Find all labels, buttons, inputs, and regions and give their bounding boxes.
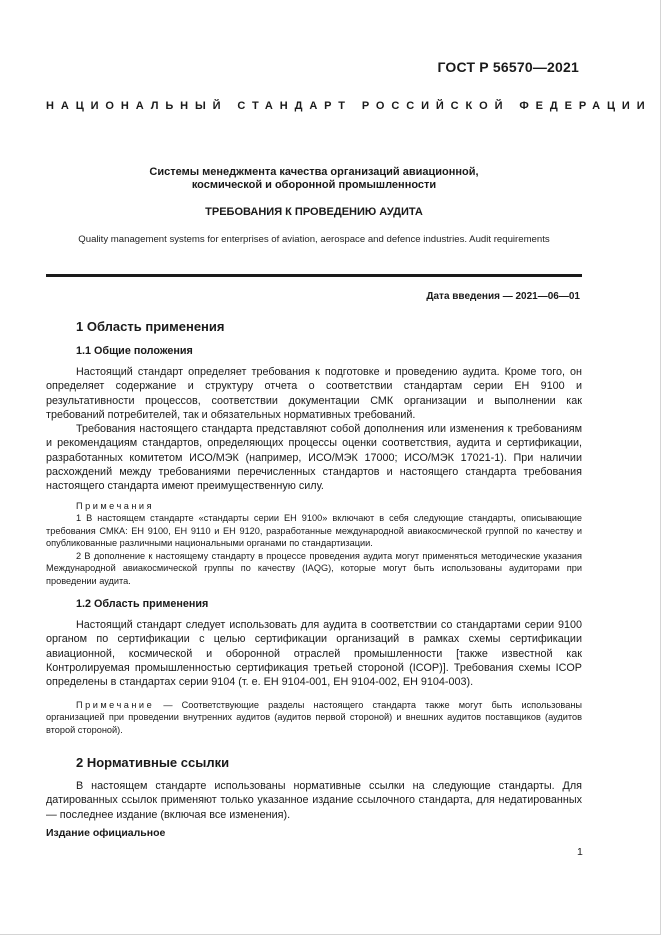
introduction-date: Дата введения — 2021—06—01 xyxy=(426,291,580,302)
paragraph: В настоящем стандарте использованы нормативные ссылки на следующие стандарты. Для датированных ссылок применяют только указанное издание ссылочного стандарта, для недатированных — последнее издание (включая все изменения). xyxy=(46,780,582,821)
note-text: — Соответствующие разделы настоящего стандарта также могут быть использованы организацией при проведении внутренних аудитов (аудитов первой стороной) и внешних аудитов поставщиков (аудитов второй стороной). xyxy=(46,699,582,735)
note: 1 В настоящем стандарте «стандарты серии ЕН 9100» включают в себя следующие стандарты, описывающие требования СМКА: ЕН 9100, ЕН 9110 и ЕН 9120, разработанные международной авиакосмической группой по качеству и опубликованные различными национальными органами по стандартизации. xyxy=(46,513,582,549)
english-title: Quality management systems for enterprises of aviation, aerospace and defence industries. Audit requirements xyxy=(78,234,550,245)
paragraph: Настоящий стандарт следует использовать для аудита в соответствии со стандартами серии 9100 органом по сертификации с целью сертификации организаций в рамках схемы сертификации авиационной, космической и оборонной отраслей промышленности [также известной как Контролируемая промышленностью сертификация третьей стороной (ICOP)]. Требования схемы ICOP определены в стандартах серии 9104 (т. е. ЕН 9104-001, ЕН 9104-002, ЕН 9104-003). xyxy=(46,619,582,689)
document-number: ГОСТ Р 56570—2021 xyxy=(437,59,579,75)
note: 2 В дополнение к настоящему стандарту в процессе проведения аудита могут применяться методические указания Международной авиакосмической группы по качеству (IAQG), которые могут быть использованы аудиторами при проведении аудита. xyxy=(46,550,582,586)
title-block xyxy=(46,166,582,246)
note-label: Примечание xyxy=(76,699,155,710)
document-subtitle: ТРЕБОВАНИЯ К ПРОВЕДЕНИЮ АУДИТА xyxy=(205,206,423,218)
section-2-heading: 2 Нормативные ссылки xyxy=(76,755,230,771)
title-line-2: космической и оборонной промышленности xyxy=(191,179,437,191)
main-content xyxy=(46,318,582,822)
page-number: 1 xyxy=(577,846,583,858)
paragraph: Требования настоящего стандарта представляют собой дополнения или изменения к требованиям и рекомендациям стандартов, определяющих процессы оценки соответствия, аудита и сертификации, разработанных комитетом ИСО/МЭК (например, ИСО/МЭК 17000; ИСО/МЭК 17021-1). При наличии расхождений между требованиями перечисленных стандартов и настоящего стандарта требования настоящего стандарта имеют преимущественную силу. xyxy=(46,423,582,493)
title-line-1: Системы менеджмента качества организаций авиационной, xyxy=(149,166,479,178)
official-edition-label: Издание официальное xyxy=(46,827,166,839)
horizontal-rule xyxy=(46,274,582,277)
section-1-heading: 1 Область применения xyxy=(76,319,225,334)
document-title xyxy=(46,166,582,192)
notes-heading: Примечания xyxy=(76,500,155,511)
subsection-1-1-heading: 1.1 Общие положения xyxy=(76,345,193,357)
note xyxy=(46,699,582,737)
national-standard-banner: НАЦИОНАЛЬНЫЙ СТАНДАРТ РОССИЙСКОЙ ФЕДЕРАЦИИ xyxy=(46,100,652,112)
paragraph: Настоящий стандарт определяет требования к подготовке и проведению аудита. Кроме того, он определяет содержание и структуру отчета о соответствии стандартам серии ЕН 9100 и результативности процессов, соответствии документации СМК организации и выполнении как требований потребителей, так и обязательных нормативных требований. xyxy=(46,366,582,421)
subsection-1-2-heading: 1.2 Область применения xyxy=(76,598,209,611)
